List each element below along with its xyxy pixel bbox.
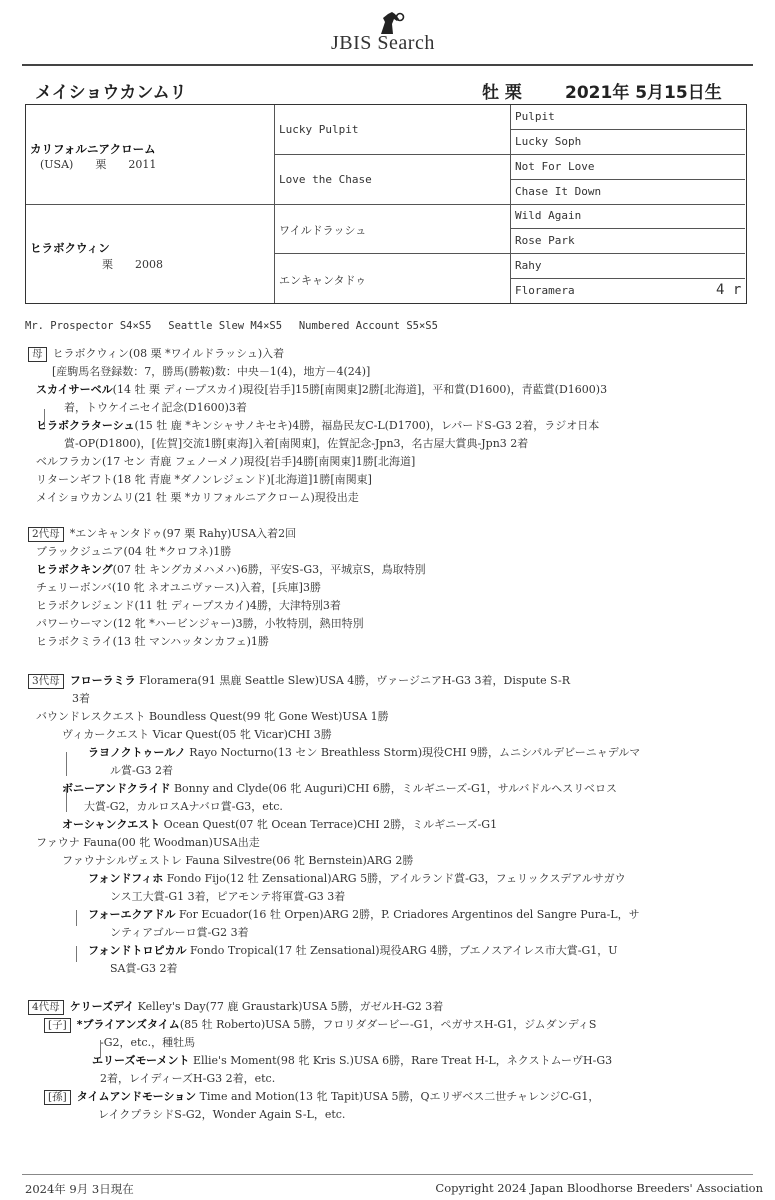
line-text: (14 牡 栗 ディープスカイ)現役[岩手]15勝[南関東]2勝[北海道]，平和賞(D1600)，青藍賞(D1600)3: [112, 383, 608, 396]
family-number: 4 r: [716, 282, 742, 298]
pedigree-sss[interactable]: Pulpit: [515, 110, 555, 123]
pedigree-sd[interactable]: Love the Chase: [279, 173, 372, 186]
pedigree-row-divider: [510, 129, 745, 130]
family-line: [88, 872, 626, 886]
line-text: Floramera(91 黒鹿 Seattle Slew)USA 4勝，ヴァージニアH-G3 3着，Dispute S-R: [135, 674, 571, 687]
family-line: [36, 455, 415, 469]
sire-detail: (USA) 栗 2011: [40, 158, 157, 171]
pedigree-ssd[interactable]: Lucky Soph: [515, 135, 582, 148]
horse-link[interactable]: ヒラボクラターシュ: [36, 419, 135, 432]
horse-link[interactable]: オーシャンクエスト: [62, 818, 161, 831]
line-text: Fondo Tropical(17 牡 Zensational)現役ARG 4勝，ブエノスアイレス市大賞-G1，U: [186, 944, 618, 957]
generation-tag: 3代母: [28, 674, 64, 689]
line-text: ベルフラカン(17 セン 青鹿 フェノーメノ)現役[岩手]4勝[南関東]1勝[北海道]: [36, 455, 416, 468]
line-text: SA賞-G3 2着: [110, 962, 178, 975]
line-text: レイクプラシドS-G2，Wonder Again S-L，etc.: [98, 1108, 346, 1121]
pedigree-table: [25, 104, 747, 304]
line-text: Time and Motion(13 牝 Tapit)USA 5勝，Qエリザベス二世チャレンジC-G1，: [196, 1090, 600, 1103]
family-line: [92, 1054, 612, 1068]
line-text: ヒラボクミライ(13 牡 マンハッタンカフェ)1勝: [36, 635, 269, 648]
family-line: [88, 908, 640, 922]
family-line: [44, 1090, 599, 1105]
family-line: [110, 764, 173, 778]
sex-color: 牡 栗: [482, 83, 522, 103]
family-line: [36, 383, 607, 397]
birth-date: 2021年 5月15日生: [565, 83, 722, 103]
horse-link[interactable]: ボニーアンドクライド: [62, 782, 171, 795]
family-line: [110, 926, 249, 940]
family-line: [98, 1108, 345, 1122]
line-text: ル賞-G3 2着: [110, 764, 173, 777]
line-text: ファウナ Fauna(00 牝 Woodman)USA出走: [36, 836, 260, 849]
line-text: ヒラボクレジェンド(11 牡 ディープスカイ)4勝，大津特別3着: [36, 599, 341, 612]
family-line: [72, 692, 90, 706]
indent-bar: [44, 409, 45, 427]
line-text: [産駒馬名登録数：7，勝馬(勝鞍)数：中央－1(4)，地方－4(24)]: [52, 365, 371, 378]
pedigree-row-divider: [510, 228, 745, 229]
line-text: Rayo Nocturno(13 セン Breathless Storm)現役CHI 9勝，ムニシパルデビーニャデルマ: [185, 746, 641, 759]
line-text: ファウナシルヴェストレ Fauna Silvestre(06 牝 Bernstein)ARG 2勝: [62, 854, 414, 867]
family-line: [28, 347, 284, 362]
generation-tag: 2代母: [28, 527, 64, 542]
horse-link[interactable]: フローラミラ: [69, 674, 136, 687]
family-line: [88, 944, 618, 958]
family-line: [36, 581, 321, 595]
line-text: ンティアゴルーロ賞-G2 3着: [110, 926, 249, 939]
family-line: [36, 419, 599, 433]
footer-copyright: Copyright 2024 Japan Bloodhorse Breeders' Association: [435, 1181, 763, 1195]
family-line: [36, 599, 341, 613]
line-text: 大賞-G2，カルロスAナバロ賞-G3，etc.: [84, 800, 283, 813]
dam-name[interactable]: ヒラボクウィン: [30, 241, 110, 255]
sire-name[interactable]: カリフォルニアクローム: [30, 142, 156, 156]
horse-link[interactable]: *ブライアンズタイム: [76, 1018, 180, 1031]
horse-link[interactable]: ケリーズデイ: [69, 1000, 135, 1013]
horse-link[interactable]: フォンドフィホ: [88, 872, 164, 885]
line-text: パワーウーマン(12 牝 *ハービンジャー)3勝，小牧特別，熱田特別: [36, 617, 364, 630]
family-line: [100, 1072, 275, 1086]
family-line: [84, 800, 283, 814]
inbreeding-line: Mr. Prospector S4×S5 Seattle Slew M4×S5 Numbered Account S5×S5: [25, 320, 438, 332]
line-text: Bonny and Clyde(06 牝 Auguri)CHI 6勝，ミルギニーズ-G1，サルバドルヘスリベロス: [170, 782, 617, 795]
indent-bar: [100, 1040, 101, 1058]
line-text: リターンギフト(18 牝 青鹿 *ダノンレジェンド)[北海道]1勝[南関東]: [36, 473, 372, 486]
line-text: ヴィカークエスト Vicar Quest(05 牝 Vicar)CHI 3勝: [62, 728, 332, 741]
horse-name: メイショウカンムリ: [35, 83, 187, 103]
horse-link[interactable]: フォンドトロピカル: [88, 944, 187, 957]
pedigree-ds[interactable]: ワイルドラッシュ: [279, 224, 367, 237]
family-line: [62, 854, 413, 868]
line-text: バウンドレスクエスト Boundless Quest(99 牝 Gone West)USA 1勝: [36, 710, 389, 723]
footer-date: 2024年 9月 3日現在: [25, 1182, 134, 1196]
generation-tag: [子]: [44, 1018, 71, 1033]
indent-bar: [66, 752, 67, 776]
line-text: (15 牡 鹿 *キンシャサノキセキ)4勝，福島民友C-L(D1700)，レパードS-G3 2着，ラジオ日本: [134, 419, 600, 432]
family-line: [28, 674, 570, 689]
pedigree-sds[interactable]: Not For Love: [515, 160, 595, 173]
header-divider: [22, 64, 753, 66]
line-text: 2着，レイディーズH-G3 2着，etc.: [100, 1072, 276, 1085]
pedigree-dss[interactable]: Wild Again: [515, 209, 582, 222]
pedigree-sdd[interactable]: Chase It Down: [515, 185, 602, 198]
line-text: Kelley's Day(77 鹿 Graustark)USA 5勝，ガゼルH-G2 3着: [134, 1000, 444, 1013]
indent-bar: [66, 788, 67, 812]
pedigree-dds[interactable]: Rahy: [515, 259, 542, 272]
horse-link[interactable]: タイムアンドモーション: [76, 1090, 197, 1103]
family-line: [52, 365, 370, 379]
jbis-logo[interactable]: [325, 8, 465, 54]
line-text: メイショウカンムリ(21 牡 栗 *カリフォルニアクローム)現役出走: [36, 491, 359, 504]
line-text: (07 牡 キングカメハメハ)6勝，平安S-G3，平城京S，鳥取特別: [112, 563, 426, 576]
pedigree-row-divider: [26, 204, 745, 205]
line-text: Ocean Quest(07 牝 Ocean Terrace)CHI 2勝，ミルギニーズ-G1: [160, 818, 498, 831]
family-line: [36, 545, 231, 559]
family-line: [100, 1036, 195, 1050]
line-text: For Ecuador(16 牡 Orpen)ARG 2勝，P. Criadores Argentinos del Sangre Pura-L，サ: [175, 908, 640, 921]
family-line: [28, 527, 296, 542]
logo-text: JBIS Search: [331, 32, 435, 54]
horse-link[interactable]: エリーズモーメント: [92, 1054, 190, 1067]
family-line: [64, 437, 528, 451]
family-line: [110, 962, 177, 976]
family-line: [44, 1018, 596, 1033]
pedigree-row-divider: [274, 253, 745, 254]
pedigree-row-divider: [510, 278, 745, 279]
family-line: [110, 890, 345, 904]
pedigree-dd[interactable]: エンキャンタドゥ: [279, 274, 367, 287]
line-text: ブラックジュニア(04 牡 *クロフネ)1勝: [36, 545, 232, 558]
family-line: [62, 782, 617, 796]
generation-tag: [孫]: [44, 1090, 71, 1105]
family-line: [36, 710, 389, 724]
line-text: (85 牡 Roberto)USA 5勝，フロリダダービー-G1，ペガサスH-G1，ジムダンディS: [179, 1018, 597, 1031]
pedigree-ss[interactable]: Lucky Pulpit: [279, 123, 359, 136]
horse-link[interactable]: フォーエクアドル: [88, 908, 176, 921]
line-text: *エンキャンタドゥ(97 栗 Rahy)USA入着2回: [69, 527, 297, 540]
family-line: [64, 401, 247, 415]
pedigree-row-divider: [510, 179, 745, 180]
indent-bar: [76, 946, 77, 962]
line-text: -G2，etc.，種牡馬: [100, 1036, 196, 1049]
family-line: [36, 491, 359, 505]
family-line: [36, 635, 269, 649]
line-text: ヒラボクウィン(08 栗 *ワイルドラッシュ)入着: [52, 347, 285, 360]
family-line: [36, 473, 372, 487]
pedigree-row-divider: [274, 154, 745, 155]
dam-detail: 栗 2008: [102, 258, 163, 271]
horse-link[interactable]: スカイサーベル: [36, 383, 113, 396]
family-line: [28, 1000, 443, 1015]
line-text: Fondo Fijo(12 牡 Zensational)ARG 5勝，アイルランド賞-G3，フェリックスデアルサガウ: [163, 872, 626, 885]
indent-bar: [76, 910, 77, 926]
family-line: [36, 617, 364, 631]
line-text: Ellie's Moment(98 牝 Kris S.)USA 6勝，Rare Treat H-L，ネクストムーヴH-G3: [189, 1054, 613, 1067]
line-text: ンス工大賞-G1 3着，ピアモンテ将軍賞-G3 3着: [110, 890, 346, 903]
line-text: 3着: [72, 692, 90, 705]
horse-link[interactable]: ヒラボクキング: [36, 563, 113, 576]
horse-link[interactable]: ラヨノクトゥールノ: [88, 746, 186, 759]
pedigree-ddd[interactable]: Floramera: [515, 284, 575, 297]
family-line: [62, 818, 497, 832]
family-line: [88, 746, 640, 760]
generation-tag: 4代母: [28, 1000, 64, 1015]
line-text: 賞-OP(D1800)，[佐賀]交流1勝[東海]入着[南関東]，佐賀記念-Jpn3，名古屋大賞典-Jpn3 2着: [64, 437, 529, 450]
family-line: [36, 836, 260, 850]
line-text: 着，トウケイニセイ記念(D1600)3着: [64, 401, 247, 414]
family-line: [62, 728, 332, 742]
generation-tag: 母: [28, 347, 47, 362]
pedigree-dsd[interactable]: Rose Park: [515, 234, 575, 247]
line-text: チェリーボンバ(10 牝 ネオユニヴァース)入着，[兵庫]3勝: [36, 581, 321, 594]
family-line: [36, 563, 426, 577]
footer-divider: [22, 1174, 753, 1175]
